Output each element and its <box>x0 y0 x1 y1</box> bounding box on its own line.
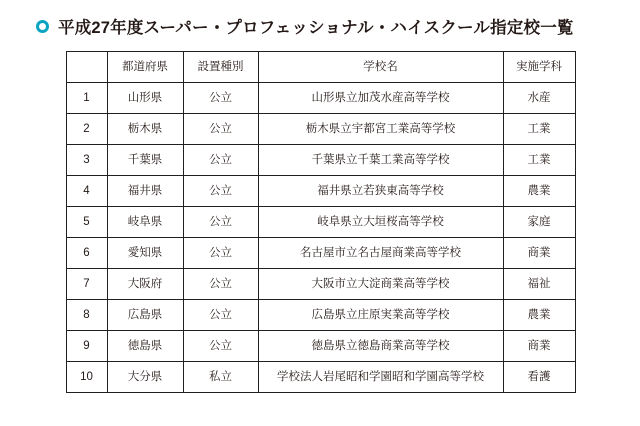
cell-prefecture: 福井県 <box>107 176 183 207</box>
cell-school: 岐阜県立大垣桜高等学校 <box>258 207 503 238</box>
cell-prefecture: 大阪府 <box>107 269 183 300</box>
cell-department: 工業 <box>503 114 575 145</box>
cell-no: 4 <box>66 176 107 207</box>
table-header-row <box>66 52 575 83</box>
cell-department: 福祉 <box>503 269 575 300</box>
cell-type: 公立 <box>183 269 258 300</box>
cell-department: 工業 <box>503 145 575 176</box>
table-row <box>66 114 575 145</box>
designated-schools-table-wrap <box>66 51 575 393</box>
cell-prefecture: 岐阜県 <box>107 207 183 238</box>
table-row <box>66 362 575 393</box>
column-header-department: 実施学科 <box>503 52 575 83</box>
cell-school: 徳島県立徳島商業高等学校 <box>258 331 503 362</box>
cell-prefecture: 徳島県 <box>107 331 183 362</box>
cell-no: 9 <box>66 331 107 362</box>
bullet-icon <box>36 20 49 33</box>
cell-no: 2 <box>66 114 107 145</box>
column-header-prefecture: 都道府県 <box>107 52 183 83</box>
cell-type: 公立 <box>183 176 258 207</box>
cell-type: 公立 <box>183 331 258 362</box>
table-row <box>66 331 575 362</box>
cell-school: 学校法人岩尾昭和学園昭和学園高等学校 <box>258 362 503 393</box>
cell-type: 私立 <box>183 362 258 393</box>
table-row <box>66 145 575 176</box>
cell-type: 公立 <box>183 300 258 331</box>
cell-school: 千葉県立千葉工業高等学校 <box>258 145 503 176</box>
cell-department: 看護 <box>503 362 575 393</box>
cell-prefecture: 山形県 <box>107 83 183 114</box>
cell-department: 商業 <box>503 238 575 269</box>
cell-type: 公立 <box>183 83 258 114</box>
page-title-text: 平成27年度スーパー・プロフェッショナル・ハイスクール指定校一覧 <box>58 19 574 37</box>
cell-no: 10 <box>66 362 107 393</box>
cell-school: 大阪市立大淀商業高等学校 <box>258 269 503 300</box>
cell-type: 公立 <box>183 145 258 176</box>
cell-prefecture: 大分県 <box>107 362 183 393</box>
cell-department: 商業 <box>503 331 575 362</box>
cell-school: 栃木県立宇都宮工業高等学校 <box>258 114 503 145</box>
cell-type: 公立 <box>183 114 258 145</box>
table-row <box>66 83 575 114</box>
cell-no: 1 <box>66 83 107 114</box>
cell-school: 名古屋市立名古屋商業高等学校 <box>258 238 503 269</box>
cell-no: 3 <box>66 145 107 176</box>
cell-department: 農業 <box>503 300 575 331</box>
cell-type: 公立 <box>183 207 258 238</box>
cell-school: 福井県立若狭東高等学校 <box>258 176 503 207</box>
cell-type: 公立 <box>183 238 258 269</box>
cell-school: 山形県立加茂水産高等学校 <box>258 83 503 114</box>
cell-prefecture: 千葉県 <box>107 145 183 176</box>
cell-prefecture: 広島県 <box>107 300 183 331</box>
cell-no: 7 <box>66 269 107 300</box>
column-header-no <box>66 52 107 83</box>
column-header-school: 学校名 <box>258 52 503 83</box>
cell-no: 6 <box>66 238 107 269</box>
cell-department: 農業 <box>503 176 575 207</box>
table-row <box>66 238 575 269</box>
cell-no: 8 <box>66 300 107 331</box>
cell-no: 5 <box>66 207 107 238</box>
cell-prefecture: 栃木県 <box>107 114 183 145</box>
cell-department: 水産 <box>503 83 575 114</box>
table-row <box>66 269 575 300</box>
column-header-type: 設置種別 <box>183 52 258 83</box>
cell-prefecture: 愛知県 <box>107 238 183 269</box>
designated-schools-table <box>66 51 576 393</box>
cell-department: 家庭 <box>503 207 575 238</box>
page-title <box>0 0 640 38</box>
table-row <box>66 176 575 207</box>
table-row <box>66 207 575 238</box>
cell-school: 広島県立庄原実業高等学校 <box>258 300 503 331</box>
table-row <box>66 300 575 331</box>
